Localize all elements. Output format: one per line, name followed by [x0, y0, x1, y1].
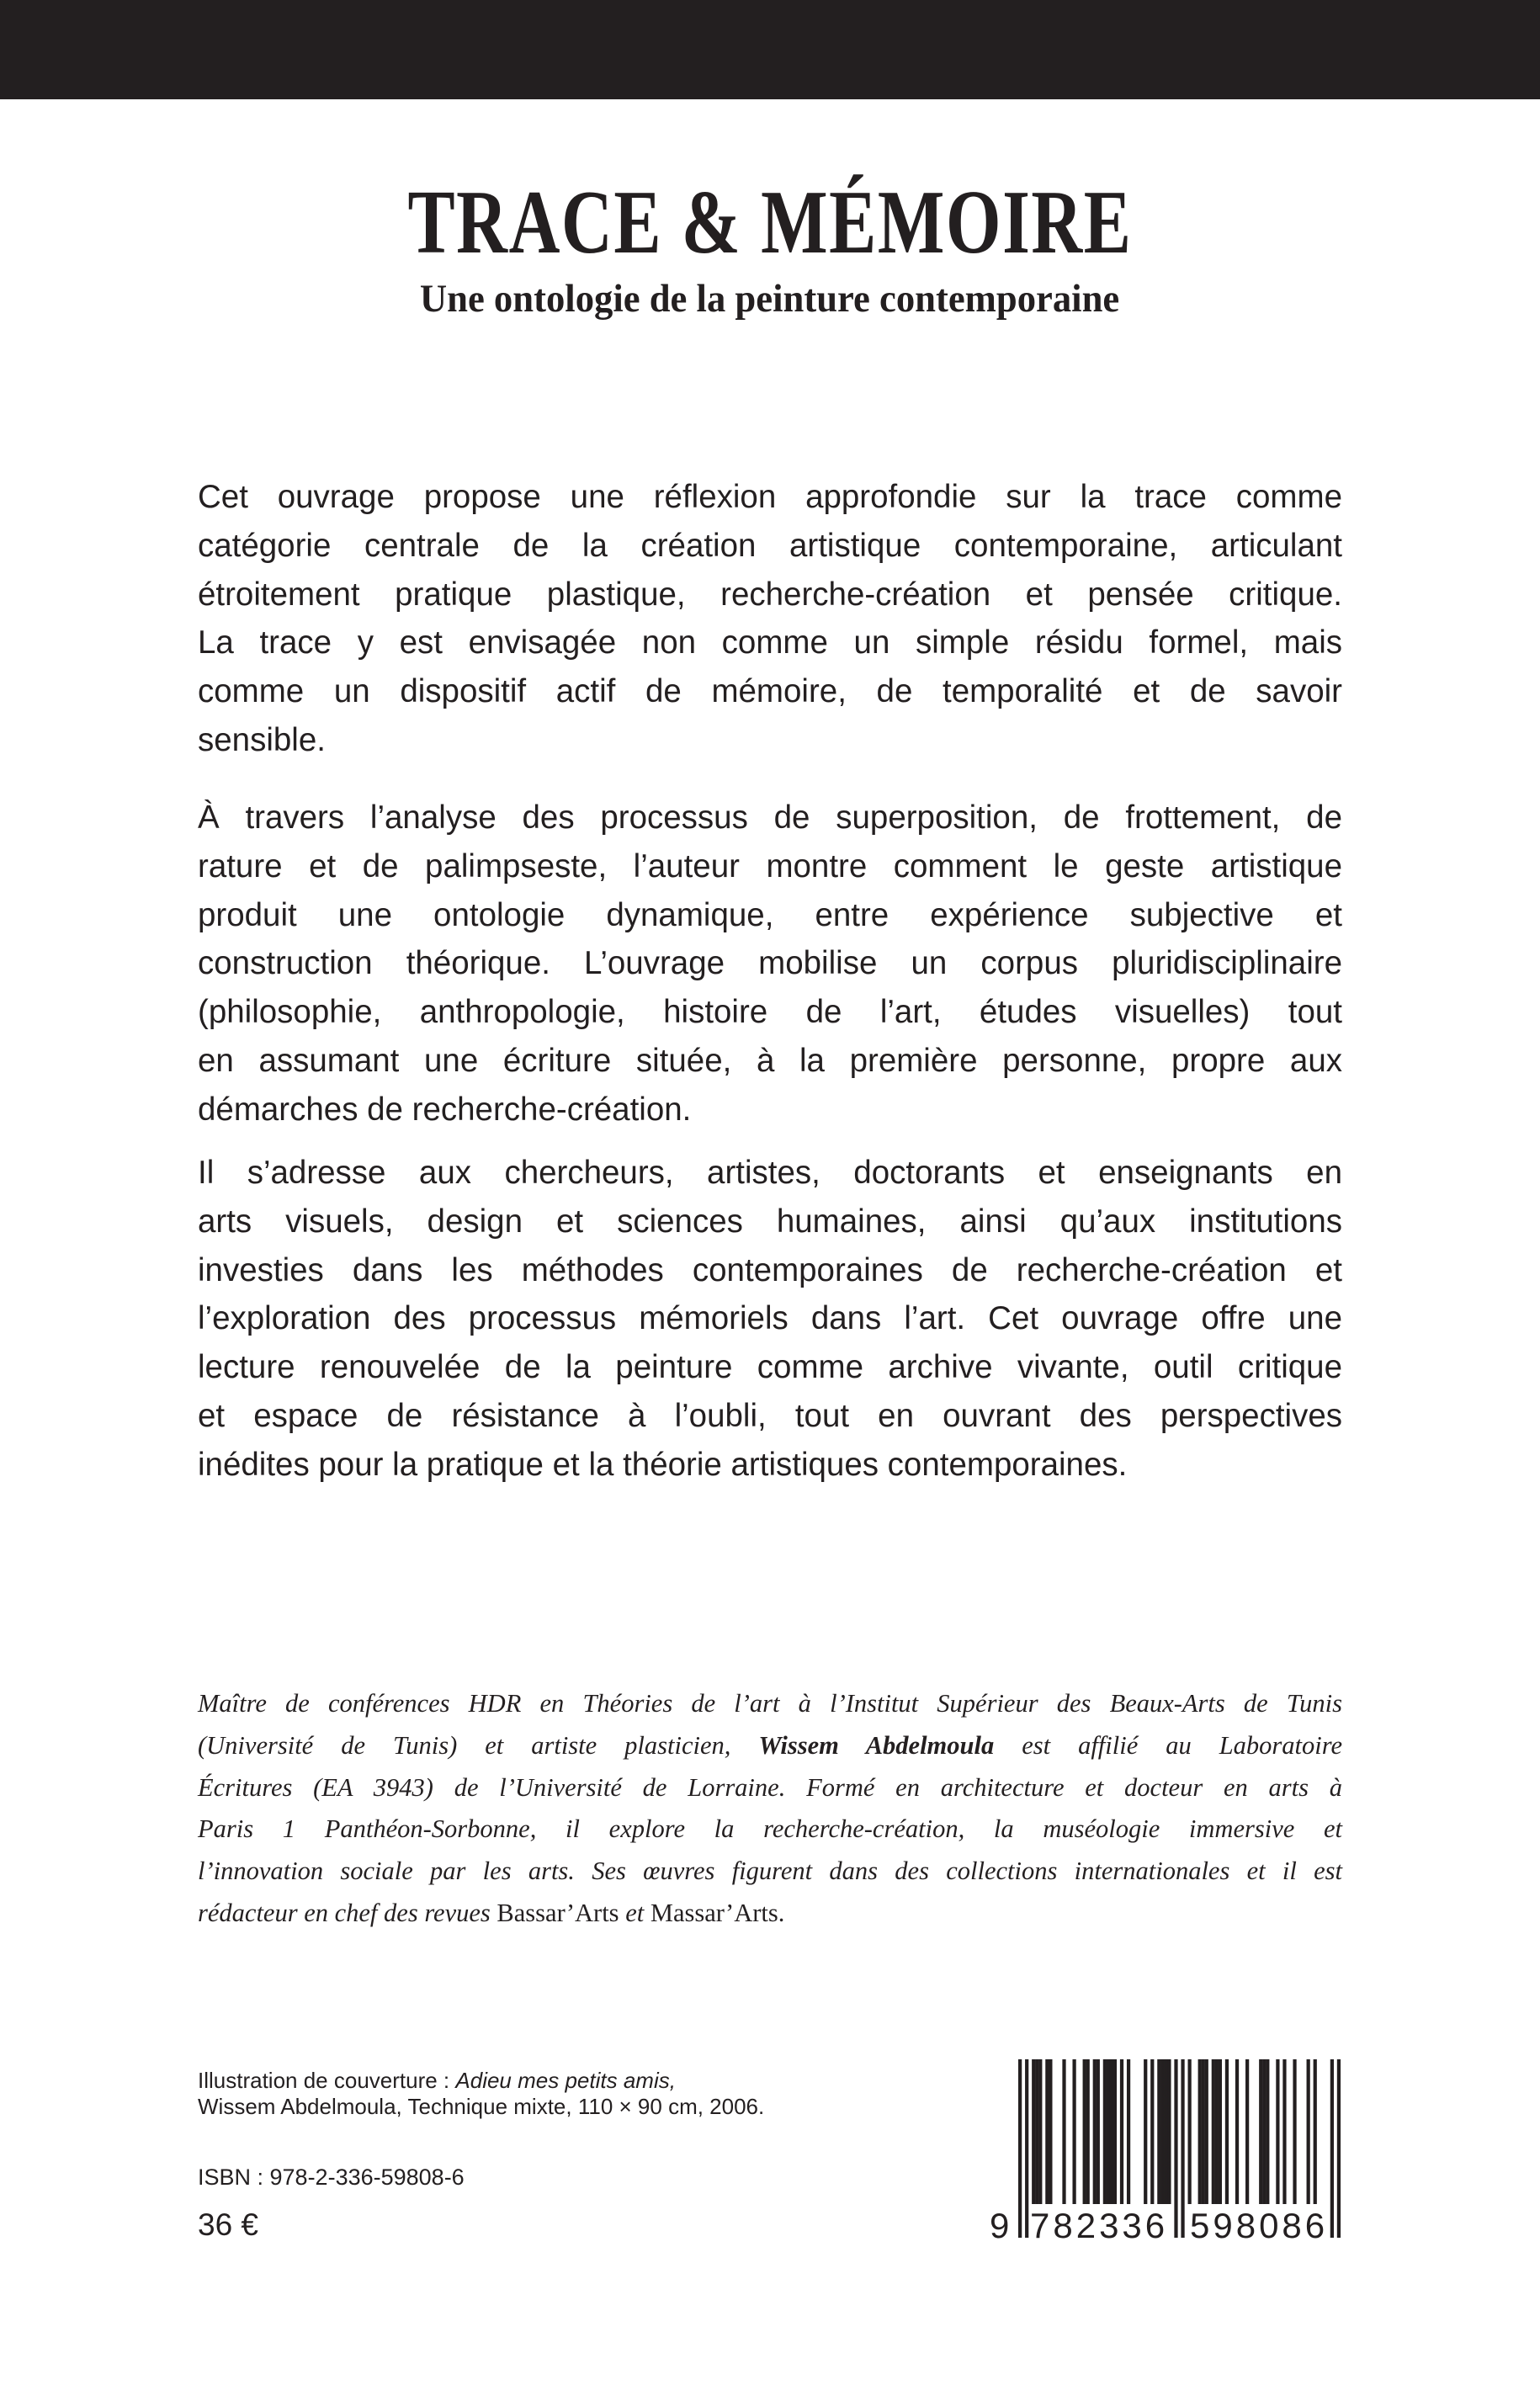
barcode-bar: [1035, 2059, 1038, 2204]
blurb-line: en assumant une écriture située, à la première personne, propre aux: [198, 1042, 1342, 1079]
blurb-line: l’exploration des processus mémoriels dans l’art. Cet ouvrage offre une: [198, 1300, 1342, 1337]
barcode-bar: [1212, 2059, 1215, 2204]
blurb-line: Il s’adresse aux chercheurs, artistes, doctorants et enseignants en: [198, 1155, 1342, 1191]
blurb-line: démarches de recherche-création.: [198, 1091, 692, 1128]
bio-text: rédacteur en chef des revues: [198, 1898, 497, 1927]
bio-line: [198, 1893, 1342, 1935]
barcode-bar: [1086, 2059, 1090, 2204]
ean-barcode: [985, 2053, 1355, 2251]
bio-line: [198, 1851, 1342, 1893]
barcode-bar: [1110, 2059, 1113, 2204]
barcode-bar: [1198, 2059, 1202, 2204]
author-name: Wissem Abdelmoula: [758, 1730, 995, 1760]
barcode-bar: [1160, 2059, 1164, 2204]
bio-text: Écritures (EA 3943) de l’Université de Lorraine. Formé en architecture et docteur en arts à: [198, 1772, 1342, 1802]
barcode-bar: [1282, 2059, 1286, 2204]
barcode-bar: [1266, 2059, 1269, 2204]
blurb-line: lecture renouvelée de la peinture comme archive vivante, outil critique: [198, 1349, 1342, 1386]
book-subtitle: [0, 274, 1540, 324]
barcode-guard-bar: [1330, 2059, 1334, 2238]
barcode-bar: [1307, 2059, 1310, 2204]
bio-text: est affilié au Laboratoire: [994, 1730, 1343, 1760]
barcode-bar: [1093, 2059, 1097, 2204]
blurb-line: investies dans les méthodes contemporaines de recherche-création et: [198, 1251, 1342, 1288]
bio-line: [198, 1809, 1342, 1851]
barcode-first-digit: 9: [990, 2206, 1010, 2245]
bio-text: Massar’Arts: [650, 1898, 778, 1927]
barcode-guard-bar: [1018, 2059, 1022, 2238]
bio-text: Bassar’Arts: [497, 1898, 619, 1927]
barcode-bar: [1083, 2059, 1086, 2204]
barcode-bar: [1202, 2059, 1205, 2204]
barcode-bar: [1215, 2059, 1219, 2204]
book-subtitle-text: Une ontologie de la peinture contemporaine: [420, 277, 1120, 321]
blurb-paragraph-2: [198, 794, 1342, 1134]
bio-text: Paris 1 Panthéon-Sorbonne, il explore la recherche-création, la muséologie immersive et: [198, 1814, 1342, 1844]
cover-illustration-credit: [198, 2068, 764, 2120]
blurb-line: inédites pour la pratique et la théorie artistiques contemporaines.: [198, 1446, 1128, 1483]
blurb-line: construction théorique. L’ouvrage mobilise un corpus pluridisciplinaire: [198, 945, 1342, 982]
barcode-bar: [1157, 2059, 1160, 2204]
blurb-line: comme un dispositif actif de mémoire, de temporalité et de savoir: [198, 673, 1342, 710]
barcode-right-digits: 598086: [1190, 2206, 1329, 2245]
credit-label: Illustration de couverture :: [198, 2068, 456, 2093]
blurb-line: arts visuels, design et sciences humaines, ainsi qu’aux institutions: [198, 1203, 1342, 1240]
barcode-bar: [1164, 2059, 1167, 2204]
barcode-bar: [1103, 2059, 1107, 2204]
barcode-guard-bar: [1025, 2059, 1028, 2238]
blurb-line: et espace de résistance à l’oubli, tout en ouvrant des perspectives: [198, 1397, 1342, 1434]
top-black-band: [0, 0, 1540, 99]
barcode-bar: [1259, 2059, 1262, 2204]
bio-line: [198, 1725, 1342, 1767]
barcode-bar: [1127, 2059, 1130, 2204]
bio-text: Maître de conférences HDR en Théories de l’art à l’Institut Supérieur des Beaux-Arts de Tunis: [198, 1689, 1342, 1718]
barcode-bar: [1205, 2059, 1208, 2204]
blurb-line: sensible.: [198, 721, 326, 758]
author-bio: [198, 1683, 1342, 1935]
artwork-title: Adieu mes petits amis,: [455, 2068, 676, 2093]
barcode-bar: [1188, 2059, 1192, 2204]
blurb-line: (philosophie, anthropologie, histoire de l’art, études visuelles) tout: [198, 994, 1342, 1031]
barcode-bar: [1144, 2059, 1147, 2204]
barcode-bar: [1113, 2059, 1117, 2204]
credit-line-2: Wissem Abdelmoula, Technique mixte, 110 × 90 cm, 2006.: [198, 2094, 765, 2119]
barcode-bar: [1219, 2059, 1222, 2204]
barcode-bar: [1120, 2059, 1123, 2204]
barcode-bar: [1045, 2059, 1049, 2204]
blurb-line: À travers l’analyse des processus de superposition, de frottement, de: [198, 799, 1342, 836]
barcode-guard-bar: [1337, 2059, 1341, 2238]
barcode-bar: [1314, 2059, 1317, 2204]
book-title: [0, 173, 1540, 273]
barcode-bar: [1049, 2059, 1052, 2204]
isbn: ISBN : 978-2-336-59808-6: [198, 2165, 465, 2190]
barcode-bar: [1072, 2059, 1075, 2204]
barcode-bar: [1107, 2059, 1110, 2204]
bio-line: [198, 1767, 1342, 1809]
barcode-guard-bar: [1174, 2059, 1177, 2238]
blurb-line: catégorie centrale de la création artistique contemporaine, articulant: [198, 527, 1342, 564]
barcode-bar: [1276, 2059, 1279, 2204]
barcode-bar: [1235, 2059, 1239, 2204]
barcode-bar: [1038, 2059, 1042, 2204]
blurb-paragraph-1: [198, 473, 1342, 765]
barcode-bar: [1293, 2059, 1296, 2204]
bio-text: (Université de Tunis) et artiste plasticien,: [198, 1730, 759, 1760]
barcode-bar: [1225, 2059, 1229, 2204]
book-title-text: TRACE & MÉMOIRE: [407, 173, 1133, 273]
blurb-line: Cet ouvrage propose une réflexion approfondie sur la trace comme: [198, 479, 1342, 515]
bio-text: l’innovation sociale par les arts. Ses œuvres figurent dans des collections internationales et il est: [198, 1856, 1342, 1886]
blurb-line: La trace y est envisagée non comme un simple résidu formel, mais: [198, 624, 1342, 661]
blurb-line: produit une ontologie dynamique, entre expérience subjective et: [198, 896, 1342, 933]
barcode-bar: [1262, 2059, 1266, 2204]
barcode-bar: [1150, 2059, 1154, 2204]
bio-line: [198, 1683, 1342, 1725]
barcode-bar: [1032, 2059, 1035, 2204]
barcode-bar: [1167, 2059, 1171, 2204]
blurb-line: étroitement pratique plastique, recherche-création et pensée critique.: [198, 576, 1342, 613]
barcode-left-digits: 782336: [1030, 2206, 1169, 2245]
blurb-line: rature et de palimpseste, l’auteur montre comment le geste artistique: [198, 847, 1342, 884]
credit-line-1: [198, 2068, 764, 2094]
blurb-paragraph-3: [198, 1149, 1342, 1490]
bio-text: .: [778, 1898, 785, 1927]
barcode-bar: [1097, 2059, 1100, 2204]
price: 36 €: [198, 2207, 259, 2242]
barcode-bar: [1062, 2059, 1065, 2204]
barcode-bar: [1245, 2059, 1249, 2204]
barcode-guard-bar: [1181, 2059, 1184, 2238]
bio-text: et: [619, 1898, 651, 1927]
